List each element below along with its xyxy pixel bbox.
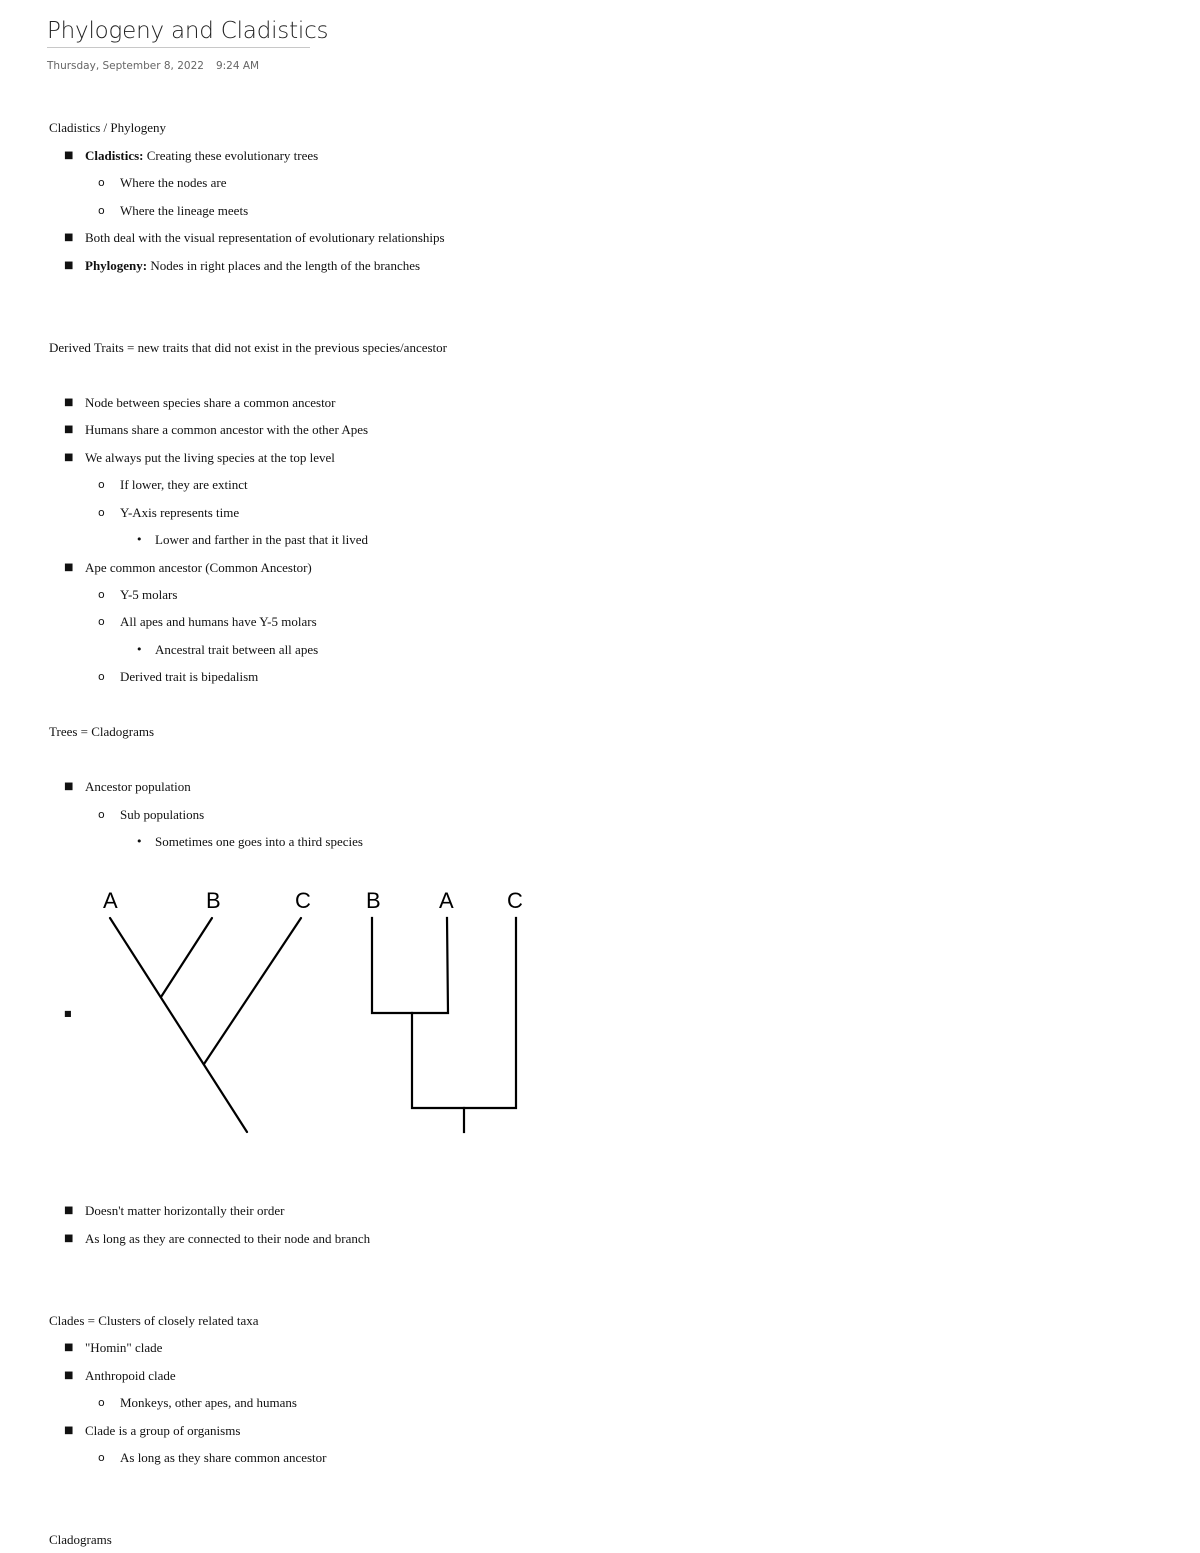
section-heading-derived-traits: Derived Traits = new traits that did not exist in the previous species/ancestor — [49, 340, 447, 355]
list-item: Y-5 molars — [120, 587, 178, 602]
list-item: "Homin" clade — [85, 1340, 163, 1355]
tree-left-label-b: B — [206, 888, 221, 913]
bullet-dot: • — [136, 835, 143, 848]
bullet-circle: o — [98, 506, 105, 519]
tree-right-label-a: A — [439, 888, 454, 913]
bullet-square: ■ — [64, 781, 74, 792]
bullet-square: ■ — [64, 1205, 74, 1216]
list-item: Anthropoid clade — [85, 1368, 176, 1383]
tree-right-label-c: C — [507, 888, 523, 913]
bullet-square: ■ — [64, 397, 74, 408]
bullet-square: ■ — [64, 1425, 74, 1436]
tree-left-label-a: A — [103, 888, 118, 913]
branch-c — [204, 918, 301, 1064]
list-item: We always put the living species at the top level — [85, 450, 335, 465]
branch-ba — [372, 918, 448, 1013]
list-item: As long as they are connected to their node and branch — [85, 1231, 371, 1246]
bullet-dot: • — [136, 533, 143, 546]
bullet-circle: o — [98, 1396, 105, 1409]
bullet-square: ■ — [64, 260, 74, 271]
term-cladistics: Cladistics: — [85, 148, 144, 163]
term-phylogeny: Phylogeny: — [85, 258, 148, 273]
list-item: If lower, they are extinct — [120, 477, 248, 492]
list-item: As long as they share common ancestor — [120, 1450, 327, 1465]
list-item: Where the nodes are — [120, 175, 227, 190]
bullet-square: ■ — [64, 424, 74, 435]
list-item-text: Creating these evolutionary trees — [143, 148, 319, 163]
bullet-circle: o — [98, 615, 105, 628]
list-item: Monkeys, other apes, and humans — [120, 1395, 297, 1410]
branch-a — [110, 918, 247, 1132]
tree-left-label-c: C — [295, 888, 311, 913]
bullet-circle: o — [98, 478, 105, 491]
list-item: Both deal with the visual representation of evolutionary relationships — [85, 230, 445, 245]
section-heading-cladistics: Cladistics / Phylogeny — [49, 120, 166, 135]
bullet-square: ■ — [64, 1233, 74, 1244]
time-text: 9:24 AM — [215, 60, 260, 72]
bullet-circle: o — [98, 588, 105, 601]
list-item: Node between species share a common ancestor — [85, 395, 336, 410]
list-item: Ape common ancestor (Common Ancestor) — [85, 560, 312, 575]
date-text: Thursday, September 8, 2022 — [47, 60, 204, 72]
bullet-square: ■ — [64, 150, 74, 161]
bullet-square: ■ — [64, 1342, 74, 1353]
bullet-square: ■ — [64, 232, 74, 243]
branch-b — [161, 918, 212, 997]
bullet-circle: o — [98, 176, 105, 189]
list-item: Where the lineage meets — [120, 203, 249, 218]
list-item: Doesn't matter horizontally their order — [85, 1203, 285, 1218]
list-item: Sub populations — [120, 807, 205, 822]
bullet-square: ■ — [64, 1370, 74, 1381]
rectangular-cladogram — [372, 918, 516, 1132]
bullet-circle: o — [98, 670, 105, 683]
bullet-dot: • — [136, 643, 143, 656]
list-item: Lower and farther in the past that it lived — [155, 532, 368, 547]
list-item: Ancestral trait between all apes — [155, 642, 319, 657]
bullet-circle: o — [98, 808, 105, 821]
list-item-text: Nodes in right places and the length of the branches — [147, 258, 421, 273]
bullet-square: ■ — [64, 452, 74, 463]
list-item: Sometimes one goes into a third species — [155, 834, 363, 849]
section-heading-trees: Trees = Cladograms — [49, 724, 155, 739]
section-heading-cladograms: Cladograms — [49, 1532, 112, 1547]
bullet-square: ■ — [64, 562, 74, 573]
bullet-circle: o — [98, 1451, 105, 1464]
list-item: All apes and humans have Y-5 molars — [120, 614, 317, 629]
page-title: Phylogeny and Cladistics — [47, 18, 310, 48]
list-item: Clade is a group of organisms — [85, 1423, 241, 1438]
list-item: Derived trait is bipedalism — [120, 669, 259, 684]
bullet-circle: o — [98, 204, 105, 217]
tree-right-label-b: B — [366, 888, 381, 913]
bullet-small: ■ — [64, 1009, 72, 1018]
diagonal-cladogram — [110, 918, 301, 1132]
list-item: Ancestor population — [85, 779, 191, 794]
section-heading-clades: Clades = Clusters of closely related taxa — [49, 1313, 259, 1328]
list-item: Humans share a common ancestor with the other Apes — [85, 422, 369, 437]
list-item: Y-Axis represents time — [120, 505, 240, 520]
